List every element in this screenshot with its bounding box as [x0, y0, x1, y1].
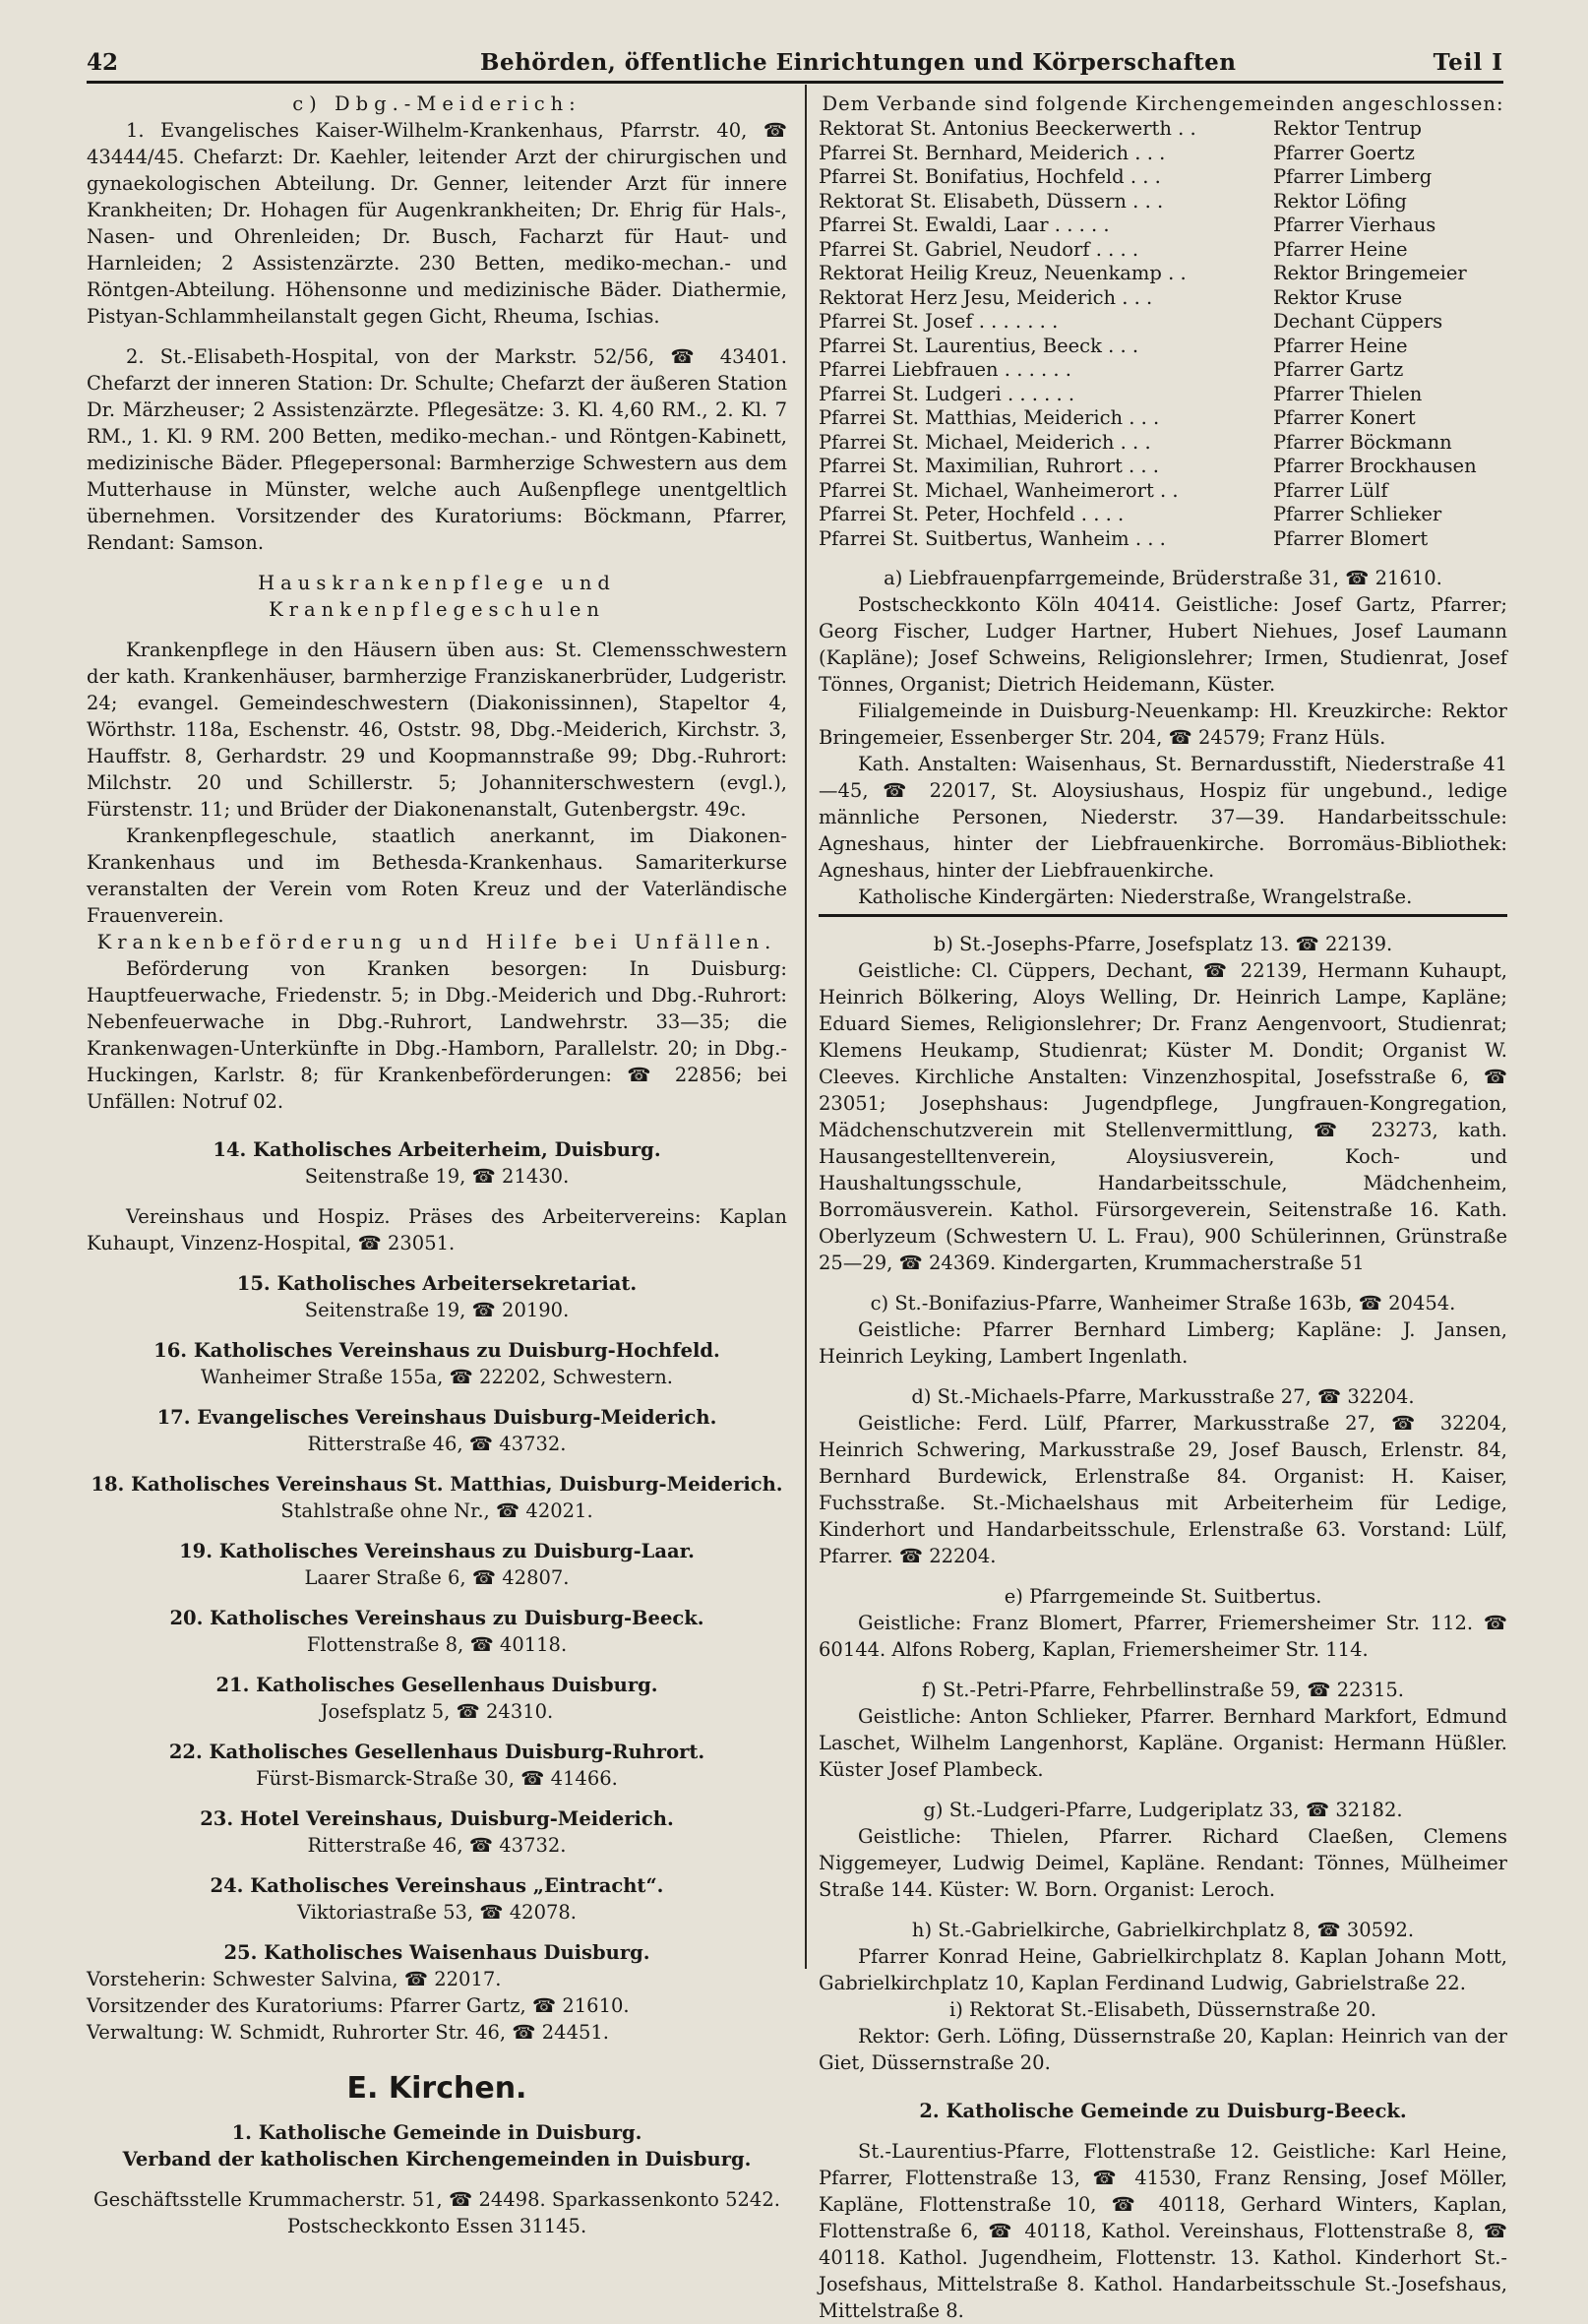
section-i-title: i) Rektorat St.-Elisabeth, Düssernstraße 20. [949, 1998, 1376, 2021]
section-f-text: Geistliche: Anton Schlieker, Pfarrer. Bernhard Markfort, Edmund Laschet, Wilhelm Langenhorst, Kapläne. Organist: Hermann Hüßler. Küster Josef Plambeck. [819, 1705, 1507, 1781]
entry-19-address: Laarer Straße 6, ☎ 42807. [304, 1566, 570, 1589]
entry-14-address: Seitenstraße 19, ☎ 21430. [304, 1165, 570, 1188]
hospital-st-elisabeth: 2. St.-Elisabeth-Hospital, von der Markstr. 52/56, ☎ 43401. Chefarzt der inneren Station: Dr. Schulte; Chefarzt der äußeren Station Dr. Märzheuser; 2 Assistenzärzte. Pflegesätze: 3. Kl. 4,60 RM., 2. Kl. 7 RM., 1. Kl. 9 RM. 200 Betten, mediko-mechan.- und Röntgen-Kabinett, medizinische Bäder. Pflegepersonal: Barmherzige Schwestern aus dem Mutterhause in Münster, welche auch Außenpflege unentgeltlich übernehmen. Vorsitzender des Kuratoriums: Böckmann, Pfarrer, Rendant: Samson. [87, 345, 787, 554]
entry-24-title: 24. Katholisches Vereinshaus „Eintracht“. [210, 1874, 664, 1897]
kirche-2-text: St.-Laurentius-Pfarre, Flottenstraße 12. Geistliche: Karl Heine, Pfarrer, Flottenstraße 13, ☎ 41530, Franz Rensing, Josef Möller, Kapläne, Flottenstraße 10, ☎ 40118, Gerhard Winters, Kaplan, Flottenstraße 6, ☎ 40118, Kathol. Vereinshaus, Flottenstraße 8, ☎ 40118. Kathol. Jugendheim, Flottenstr. 13. Kathol. Kinderhort St.-Josefshaus, Mittelstraße 8. Kathol. Handarbeitsschule St.-Josefshaus, Mittelstraße 8. [819, 2140, 1507, 2322]
section-c-title: c) St.-Bonifazius-Pfarre, Wanheimer Straße 163b, ☎ 20454. [870, 1292, 1456, 1315]
gemeinde-name: Pfarrei St. Josef . . . . . . . [819, 310, 1059, 333]
gemeinde-name: Pfarrei St. Ewaldi, Laar . . . . . [819, 214, 1110, 236]
gemeinde-row [819, 503, 1507, 527]
right-column [819, 91, 1507, 2324]
entry-22-title: 22. Katholisches Gesellenhaus Duisburg-Ruhrort. [168, 1741, 705, 1763]
gemeinde-row [819, 190, 1507, 214]
entry-24-address: Viktoriastraße 53, ☎ 42078. [296, 1901, 578, 1924]
gemeinde-row [819, 238, 1507, 263]
entry-20-address: Flottenstraße 8, ☎ 40118. [306, 1633, 568, 1656]
gemeinde-row [819, 165, 1507, 190]
gemeinde-head: Pfarrer Gartz [1273, 358, 1404, 381]
entry-16-address: Wanheimer Straße 155a, ☎ 22202, Schwestern. [200, 1366, 674, 1388]
gemeinde-head: Rektor Tentrup [1273, 117, 1422, 140]
gemeinde-head: Rektor Löfing [1273, 189, 1407, 213]
entry-22-address: Fürst-Bismarck-Straße 30, ☎ 41466. [256, 1767, 618, 1790]
gemeinde-name: Pfarrei St. Michael, Meiderich . . . [819, 430, 1151, 454]
gemeinde-name: Pfarrei St. Bonifatius, Hochfeld . . . [819, 165, 1161, 188]
kirchen-section-title: E. Kirchen. [346, 2071, 527, 2106]
gemeinde-head: Pfarrer Konert [1273, 406, 1416, 429]
entry-25-line-1: Vorsteherin: Schwester Salvina, ☎ 22017. [87, 1968, 502, 1990]
gemeinde-head: Pfarrer Brockhausen [1273, 455, 1477, 477]
section-a-text-2: Filialgemeinde in Duisburg-Neuenkamp: Hl. Kreuzkirche: Rektor Bringemeier, Essenberger Str. 204, ☎ 24579; Franz Hüls. [819, 700, 1507, 749]
gemeinde-name: Rektorat St. Elisabeth, Düssern . . . [819, 189, 1164, 213]
gemeinde-row [819, 335, 1507, 359]
gemeinde-name: Pfarrei St. Laurentius, Beeck . . . [819, 334, 1139, 357]
part-label: Teil I [1433, 49, 1503, 76]
entry-17-title: 17. Evangelisches Vereinshaus Duisburg-Meiderich. [156, 1406, 717, 1429]
section-d-text: Geistliche: Ferd. Lülf, Pfarrer, Markusstraße 27, ☎ 32204, Heinrich Schwering, Markusstraße 29, Josef Bausch, Erlenstr. 84, Bernhard Burdewick, Erlenstraße 84. Organist: H. Kaiser, Fuchsstraße. St.-Michaelshaus mit Arbeiterheim für Ledige, Kinderhort und Handarbeitsschule, Erlenstraße 63. Vorstand: Lülf, Pfarrer. ☎ 22204. [819, 1412, 1507, 1567]
section-b-text: Geistliche: Cl. Cüppers, Dechant, ☎ 22139, Hermann Kuhaupt, Heinrich Bölkering, Aloys Welling, Dr. Heinrich Lampe, Kapläne; Eduard Siemes, Religionslehrer; Dr. Franz Aengenvoort, Studienrat; Klemens Heukamp, Studienrat; Küster M. Dondit; Organist W. Cleeves. Kirchliche Anstalten: Vinzenzhospital, Josefsstraße 6, ☎ 23051; Josephshaus: Jugendpflege, Jungfrauen-Kongregation, Mädchenschutzverein mit Stellenvermittlung, ☎ 23273, kath. Hausangestelltenverein, Aloysiusverein, Koch- und Haushaltungsschule, Handarbeitsschule, Mädchenheim, Borromäusverein. Kathol. Fürsorgeverein, Seitenstraße 16. Kath. Oberlyzeum (Schwestern U. L. Frau), 900 Schülerinnen, Grünstraße 25—29, ☎ 24369. Kindergarten, Krummacherstraße 51 [819, 959, 1507, 1274]
gemeinde-name: Rektorat St. Antonius Beeckerwerth . . [819, 117, 1196, 140]
gemeinden-table [819, 117, 1507, 551]
meiderich-heading: c) Dbg.-Meiderich: [292, 92, 581, 115]
entry-23-title: 23. Hotel Vereinshaus, Duisburg-Meiderich. [200, 1807, 674, 1830]
gemeinde-row [819, 527, 1507, 552]
gemeinde-head: Pfarrer Blomert [1273, 526, 1429, 550]
gemeinde-row [819, 431, 1507, 456]
kirche-1-title: 1. Katholische Gemeinde in Duisburg. [231, 2121, 642, 2144]
gemeinde-row [819, 286, 1507, 311]
kirche-2-title: 2. Katholische Gemeinde zu Duisburg-Beeck. [919, 2100, 1407, 2122]
gemeinde-name: Pfarrei St. Peter, Hochfeld . . . . [819, 503, 1125, 525]
section-h-text: Pfarrer Konrad Heine, Gabrielkirchplatz 8. Kaplan Johann Mott, Gabrielkirchplatz 10, Kaplan Ferdinand Ludwig, Gabrielstraße 22. [819, 1945, 1507, 1994]
krankenpflege-paragraph: Krankenpflege in den Häusern üben aus: St. Clemensschwestern der kath. Krankenhäuser, barmherzige Franziskanerbrüder, Ludgeristr. 24; evangel. Gemeindeschwestern (Diakonissinnen), Stapeltor 4, Wörthstr. 118a, Eschenstr. 46, Oststr. 98, Dbg.-Meiderich, Kirchstr. 3, Hauffstr. 8, Gerhardstr. 29 und Koopmannstraße 99; Dbg.-Ruhrort: Milchstr. 20 und Schillerstr. 5; Johanniterschwestern (evgl.), Fürstenstr. 11; und Brüder der Diakonenanstalt, Gutenbergstr. 49c. [87, 639, 787, 821]
krankenbefoerderung-paragraph: Beförderung von Kranken besorgen: In Duisburg: Hauptfeuerwache, Friedenstr. 5; in Dbg.-Meiderich und Dbg.-Ruhrort: Nebenfeuerwache in Dbg.-Ruhrort, Landwehrstr. 33—35; die Krankenwagen-Unterkünfte in Dbg.-Hamborn, Parallelstr. 20; in Dbg.-Huckingen, Karlstr. 8; für Krankenbeförderungen: ☎ 22856; bei Unfällen: Notruf 02. [87, 957, 787, 1113]
gemeinde-row [819, 455, 1507, 479]
gemeinde-head: Pfarrer Goertz [1273, 141, 1415, 164]
gemeinde-name: Rektorat Herz Jesu, Meiderich . . . [819, 285, 1153, 309]
page-header [87, 45, 1503, 84]
entry-18-title: 18. Katholisches Vereinshaus St. Matthias, Duisburg-Meiderich. [91, 1473, 783, 1496]
entry-25-title: 25. Katholisches Waisenhaus Duisburg. [223, 1941, 650, 1964]
hospital-kaiser-wilhelm: 1. Evangelisches Kaiser-Wilhelm-Krankenhaus, Pfarrstr. 40, ☎ 43444/45. Chefarzt: Dr. Kaehler, leitender Arzt der chirurgischen und gynaekologischen Abteilung. Dr. Genner, leitender Arzt für innere Krankheiten; Dr. Hohagen für Augenkrankheiten; Dr. Ehrig für Hals-, Nasen- und Ohrenleiden; Dr. Busch, Facharzt für Haut- und Harnleiden; 2 Assistenzärzte. 230 Betten, mediko-mechan.- und Röntgen-Abteilung. Höhensonne und medizinische Bäder. Diathermie, Pistyan-Schlammheilanstalt gegen Gicht, Rheuma, Ischias. [87, 119, 787, 328]
section-g-text: Geistliche: Thielen, Pfarrer. Richard Claeßen, Clemens Niggemeyer, Ludwig Deimel, Kapläne. Rendant: Tönnes, Mülheimer Straße 144. Küster: W. Born. Organist: Leroch. [819, 1825, 1507, 1901]
kirche-1-line-1: Geschäftsstelle Krummacherstr. 51, ☎ 24498. Sparkassenkonto 5242. [93, 2188, 780, 2211]
gemeinde-name: Rektorat Heilig Kreuz, Neuenkamp . . [819, 262, 1187, 284]
section-b-title: b) St.-Josephs-Pfarre, Josefsplatz 13. ☎ 22139. [933, 933, 1393, 955]
gemeinde-row [819, 383, 1507, 407]
column-divider [805, 85, 807, 1969]
section-e-text: Geistliche: Franz Blomert, Pfarrer, Friemersheimer Str. 112. ☎ 60144. Alfons Roberg, Kaplan, Friemersheimer Str. 114. [819, 1612, 1507, 1661]
entry-14-text: Vereinshaus und Hospiz. Präses des Arbeitervereins: Kaplan Kuhaupt, Vinzenz-Hospital, ☎ 23051. [87, 1205, 787, 1254]
entry-19-title: 19. Katholisches Vereinshaus zu Duisburg-Laar. [179, 1540, 695, 1562]
section-i-text: Rektor: Gerh. Löfing, Düssernstraße 20, Kaplan: Heinrich van der Giet, Düssernstraße 20. [819, 2025, 1507, 2074]
entry-18-address: Stahlstraße ohne Nr., ☎ 42021. [280, 1499, 593, 1522]
section-h-title: h) St.-Gabrielkirche, Gabrielkirchplatz 8, ☎ 30592. [911, 1919, 1415, 1941]
section-g-title: g) St.-Ludgeri-Pfarre, Ludgeriplatz 33, ☎ 32182. [923, 1799, 1403, 1821]
section-d-title: d) St.-Michaels-Pfarre, Markusstraße 27, ☎ 32204. [911, 1385, 1415, 1408]
gemeinde-name: Pfarrei St. Gabriel, Neudorf . . . . [819, 237, 1139, 261]
gemeinde-row [819, 406, 1507, 431]
gemeinde-name: Pfarrei St. Matthias, Meiderich . . . [819, 406, 1160, 429]
gemeinde-head: Pfarrer Schlieker [1273, 503, 1442, 525]
section-a-text-1: Postscheckkonto Köln 40414. Geistliche: Josef Gartz, Pfarrer; Georg Fischer, Ludger Hartner, Hubert Niehues, Josef Laumann (Kapläne); Josef Schweins, Religionslehrer; Irmen, Studienrat, Josef Tönnes, Organist; Dietrich Heidemann, Küster. [819, 593, 1507, 696]
gemeinde-row [819, 117, 1507, 142]
entry-21-title: 21. Katholisches Gesellenhaus Duisburg. [215, 1674, 658, 1696]
gemeinde-head: Pfarrer Vierhaus [1273, 214, 1436, 236]
gemeinde-name: Pfarrei St. Maximilian, Ruhrort . . . [819, 455, 1159, 477]
entry-16-title: 16. Katholisches Vereinshaus zu Duisburg-Hochfeld. [153, 1339, 720, 1362]
entry-21-address: Josefsplatz 5, ☎ 24310. [320, 1700, 554, 1723]
krankenbefoerderung-heading: Krankenbeförderung und Hilfe bei Unfällen. [96, 931, 777, 953]
gemeinde-name: Pfarrei St. Michael, Wanheimerort . . [819, 478, 1179, 502]
section-f-title: f) St.-Petri-Pfarre, Fehrbellinstraße 59, ☎ 22315. [922, 1679, 1404, 1701]
krankenpflegeschule-paragraph: Krankenpflegeschule, staatlich anerkannt, im Diakonen-Krankenhaus und im Bethesda-Krankenhaus. Samariterkurse veranstalten der Verein vom Roten Kreuz und der Vaterländische Frauenverein. [87, 825, 787, 927]
gemeinde-name: Pfarrei Liebfrauen . . . . . . [819, 358, 1071, 381]
gemeinde-head: Pfarrer Thielen [1273, 382, 1423, 405]
kirche-1-line-2: Postscheckkonto Essen 31145. [286, 2215, 587, 2237]
gemeinde-head: Pfarrer Heine [1273, 237, 1408, 261]
entry-15-address: Seitenstraße 19, ☎ 20190. [304, 1299, 570, 1321]
gemeinde-head: Dechant Cüppers [1273, 310, 1443, 333]
section-a-title: a) Liebfrauenpfarrgemeinde, Brüderstraße 31, ☎ 21610. [884, 567, 1442, 589]
gemeinde-head: Rektor Kruse [1273, 285, 1403, 309]
gemeinde-name: Pfarrei St. Ludgeri . . . . . . [819, 382, 1075, 405]
page-number: 42 [87, 49, 119, 76]
gemeinde-head: Rektor Bringemeier [1273, 262, 1467, 284]
left-column [87, 91, 787, 2239]
kirche-1-subtitle: Verband der katholischen Kirchengemeinden in Duisburg. [122, 2148, 752, 2171]
verband-heading: Dem Verbande sind folgende Kirchengemeinden angeschlossen: [822, 92, 1504, 115]
running-title: Behörden, öffentliche Einrichtungen und Körperschaften [480, 49, 1237, 76]
entry-25-line-2: Vorsitzender des Kuratoriums: Pfarrer Gartz, ☎ 21610. [87, 1994, 630, 2017]
entry-25-line-3: Verwaltung: W. Schmidt, Ruhrorter Str. 46, ☎ 24451. [87, 2021, 610, 2044]
section-c-text: Geistliche: Pfarrer Bernhard Limberg; Kapläne: J. Jansen, Heinrich Leyking, Lambert Ingenlath. [819, 1318, 1507, 1368]
section-a-text-3: Kath. Anstalten: Waisenhaus, St. Bernardusstift, Niederstraße 41—45, ☎ 22017, St. Aloysiushaus, Hospiz für ungebund., ledige männliche Personen, Niederstr. 37—39. Handarbeitsschule: Agneshaus, hinter der Liebfrauenkirche. Borromäus-Bibliothek: Agneshaus, hinter der Liebfrauenkirche. [819, 753, 1507, 882]
entry-23-address: Ritterstraße 46, ☎ 43732. [307, 1834, 567, 1857]
section-e-title: e) Pfarrgemeinde St. Suitbertus. [1004, 1585, 1322, 1608]
gemeinde-row [819, 142, 1507, 166]
gemeinde-head: Pfarrer Limberg [1273, 165, 1433, 188]
gemeinde-row [819, 358, 1507, 383]
gemeinde-row [819, 479, 1507, 504]
entry-15-title: 15. Katholisches Arbeitersekretariat. [236, 1272, 638, 1295]
gemeinde-row [819, 262, 1507, 286]
section-a-text-4: Katholische Kindergärten: Niederstraße, Wrangelstraße. [858, 886, 1413, 908]
gemeinde-head: Pfarrer Böckmann [1273, 430, 1452, 454]
gemeinde-row [819, 310, 1507, 335]
entry-17-address: Ritterstraße 46, ☎ 43732. [307, 1433, 567, 1455]
gemeinde-row [819, 214, 1507, 238]
gemeinde-name: Pfarrei St. Suitbertus, Wanheim . . . [819, 526, 1166, 550]
entry-14-title: 14. Katholisches Arbeiterheim, Duisburg. [213, 1138, 661, 1161]
gemeinde-name: Pfarrei St. Bernhard, Meiderich . . . [819, 141, 1166, 164]
gemeinde-head: Pfarrer Lülf [1273, 478, 1388, 502]
gemeinde-head: Pfarrer Heine [1273, 334, 1408, 357]
hauskrankenpflege-heading: Hauskrankenpflege und Krankenpflegeschulen [258, 572, 616, 621]
rule [819, 914, 1507, 917]
entry-20-title: 20. Katholisches Vereinshaus zu Duisburg-Beeck. [169, 1607, 704, 1629]
